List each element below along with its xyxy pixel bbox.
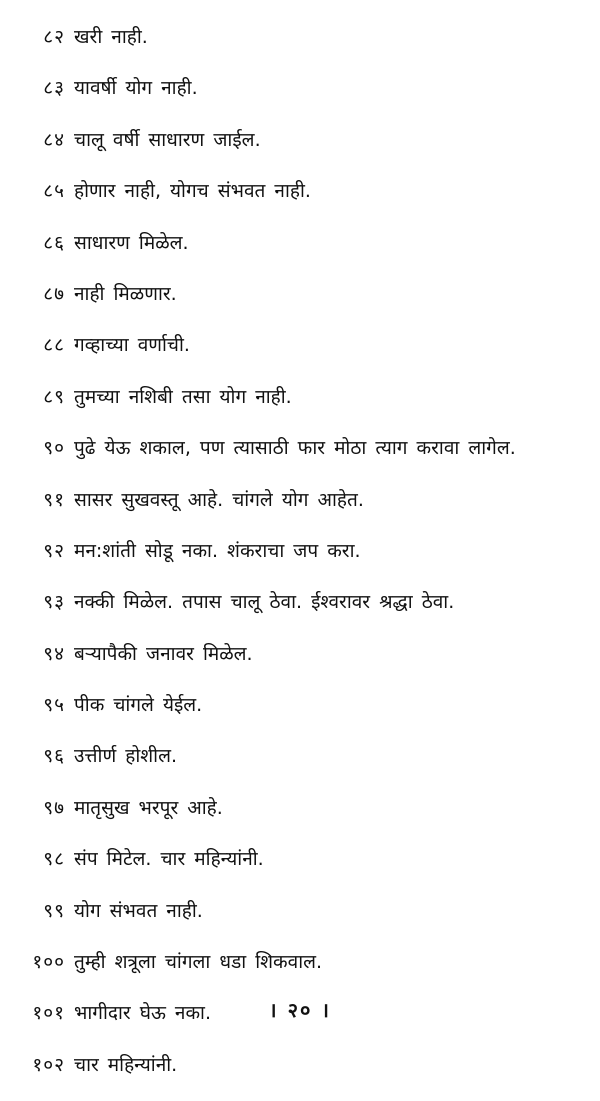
entry-number: ८५ <box>43 180 65 203</box>
list-item <box>0 587 600 638</box>
entry-number: ८९ <box>43 385 65 408</box>
page-number: । २० । <box>269 998 331 1022</box>
entry-number: १०० <box>32 951 65 974</box>
list-item <box>0 433 600 484</box>
entry-text: योग संभवत नाही. <box>74 899 203 922</box>
list-item <box>0 741 600 792</box>
list-item <box>0 690 600 741</box>
entry-text: साधारण मिळेल. <box>74 231 189 254</box>
entry-text: गव्हाच्या वर्णाची. <box>74 334 190 357</box>
entry-number: ९७ <box>43 796 65 819</box>
list-item <box>0 176 600 227</box>
entry-text: खरी नाही. <box>74 26 148 48</box>
list-item <box>0 279 600 330</box>
entry-number: १०१ <box>32 1002 65 1025</box>
entry-text: नाही मिळणार. <box>74 282 177 305</box>
list-item <box>0 73 600 124</box>
entry-number: ८६ <box>43 231 65 254</box>
entry-number: ९८ <box>43 848 65 871</box>
list-item <box>0 639 600 690</box>
answer-list <box>0 22 600 1101</box>
entry-text: संप मिटेल. चार महिन्यांनी. <box>74 848 264 871</box>
list-item <box>0 125 600 176</box>
entry-number: ९६ <box>43 745 65 768</box>
list-item <box>0 382 600 433</box>
list-item <box>0 896 600 947</box>
entry-text: पीक चांगले येईल. <box>74 694 203 717</box>
entry-text: होणार नाही, योगच संभवत नाही. <box>74 180 311 203</box>
list-item <box>0 22 600 73</box>
entry-number: ९३ <box>43 591 65 614</box>
entry-number: ९५ <box>43 694 65 717</box>
entry-number: ८७ <box>43 282 65 305</box>
entry-text: नक्की मिळेल. तपास चालू ठेवा. ईश्वरावर श्रद्धा ठेवा. <box>74 591 455 614</box>
entry-number: ८३ <box>43 77 65 100</box>
list-item <box>0 844 600 895</box>
entry-text: चार महिन्यांनी. <box>74 1053 178 1076</box>
entry-number: ८४ <box>43 128 65 151</box>
entry-number: ८२ <box>43 26 65 48</box>
entry-number: ९४ <box>43 642 65 665</box>
entry-text: उत्तीर्ण होशील. <box>74 745 178 768</box>
entry-number: ९२ <box>43 539 65 562</box>
entry-number: ९० <box>43 437 65 460</box>
list-item <box>0 536 600 587</box>
list-item <box>0 330 600 381</box>
entry-text: चालू वर्षी साधारण जाईल. <box>74 128 261 151</box>
entry-text: भागीदार घेऊ नका. <box>74 1002 211 1025</box>
list-item <box>0 485 600 536</box>
list-item <box>0 228 600 279</box>
list-item <box>0 1050 600 1101</box>
entry-text: सासर सुखवस्तू आहे. चांगले योग आहेत. <box>74 488 364 511</box>
entry-number: ९९ <box>43 899 65 922</box>
list-item <box>0 947 600 998</box>
entry-text: तुमच्या नशिबी तसा योग नाही. <box>74 385 292 408</box>
entry-number: ९१ <box>43 488 65 511</box>
entry-number: ८८ <box>43 334 65 357</box>
entry-text: तुम्ही शत्रूला चांगला धडा शिकवाल. <box>74 951 323 974</box>
list-item <box>0 793 600 844</box>
entry-number: १०२ <box>32 1053 65 1076</box>
entry-text: मन:शांती सोडू नका. शंकराचा जप करा. <box>74 539 361 562</box>
entry-text: यावर्षी योग नाही. <box>74 77 198 100</box>
entry-text: बऱ्यापैकी जनावर मिळेल. <box>74 642 253 665</box>
entry-text: पुढे येऊ शकाल, पण त्यासाठी फार मोठा त्याग करावा लागेल. <box>74 437 516 460</box>
entry-text: मातृसुख भरपूर आहे. <box>74 796 223 819</box>
